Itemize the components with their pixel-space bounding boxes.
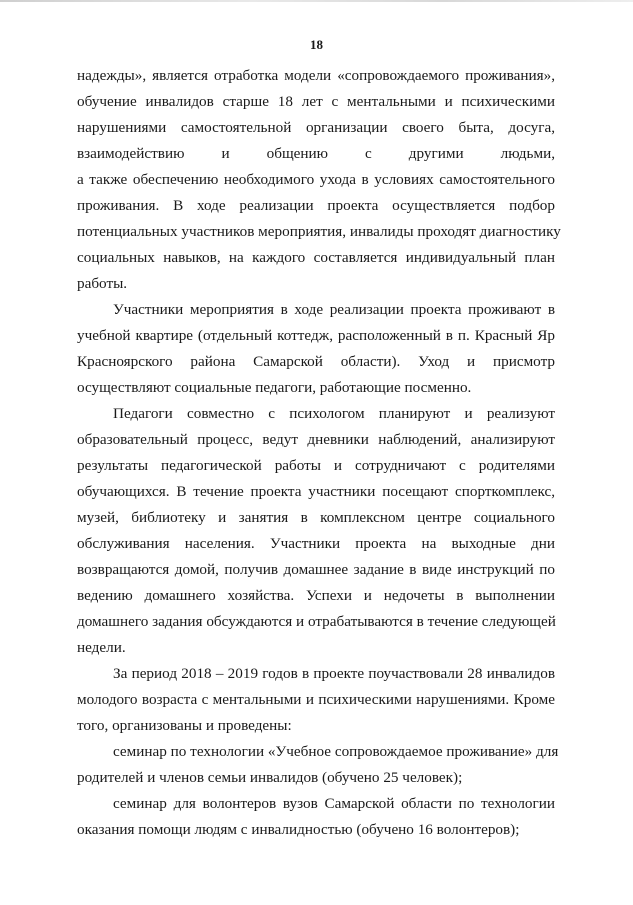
text-line: социальных навыков, на каждого составляется индивидуальный план (77, 249, 555, 266)
text-line: ведению домашнего хозяйства. Успехи и недочеты в выполнении (77, 587, 555, 604)
page-number: 18 (310, 37, 323, 52)
text-line: обслуживания населения. Участники проекта на выходные дни (77, 535, 555, 552)
text-line: Педагоги совместно с психологом планируют и реализуют (113, 405, 555, 422)
text-line: взаимодействию и общению с другими людьми, (77, 145, 555, 162)
text-line: работы. (77, 275, 128, 292)
text-line: За период 2018 – 2019 годов в проекте поучаствовали 28 инвалидов (113, 665, 555, 682)
text-line: нарушениями самостоятельной организации своего быта, досуга, (77, 119, 555, 136)
text-line: проживания. В ходе реализации проекта осуществляется подбор (77, 197, 555, 214)
text-line: домашнего задания обсуждаются и отрабатываются в течение следующей (77, 613, 556, 630)
text-line: молодого возраста с ментальными и психическими нарушениями. Кроме (77, 691, 555, 708)
text-line: Участники мероприятия в ходе реализации проекта проживают в (113, 301, 555, 318)
text-line: обучение инвалидов старше 18 лет с ментальными и психическими (77, 93, 555, 110)
text-line: возвращаются домой, получив домашнее задание в виде инструкций по (77, 561, 555, 578)
text-line: учебной квартире (отдельный коттедж, расположенный в п. Красный Яр (77, 327, 555, 344)
text-line: того, организованы и проведены: (77, 717, 292, 734)
text-line: родителей и членов семьи инвалидов (обучено 25 человек); (77, 769, 463, 786)
text-line: семинар для волонтеров вузов Самарской области по технологии (113, 795, 555, 812)
text-line: надежды», является отработка модели «сопровождаемого проживания», (77, 67, 555, 84)
text-line: результаты педагогической работы и сотрудничают с родителями (77, 457, 555, 474)
scan-edge (0, 0, 633, 2)
text-line: оказания помощи людям с инвалидностью (обучено 16 волонтеров); (77, 821, 520, 838)
text-line: а также обеспечению необходимого ухода в условиях самостоятельного (77, 171, 555, 188)
text-line: семинар по технологии «Учебное сопровождаемое проживание» для (113, 743, 559, 760)
text-line: образовательный процесс, ведут дневники наблюдений, анализируют (77, 431, 555, 448)
text-line: осуществляют социальные педагоги, работающие посменно. (77, 379, 472, 396)
text-line: потенциальных участников мероприятия, инвалиды проходят диагностику (77, 223, 561, 240)
text-line: Красноярского района Самарской области). Уход и присмотр (77, 353, 555, 370)
text-line: музей, библиотеку и занятия в комплексном центре социального (77, 509, 555, 526)
text-line: обучающихся. В течение проекта участники посещают спорткомплекс, (77, 483, 555, 500)
text-line: недели. (77, 639, 126, 656)
